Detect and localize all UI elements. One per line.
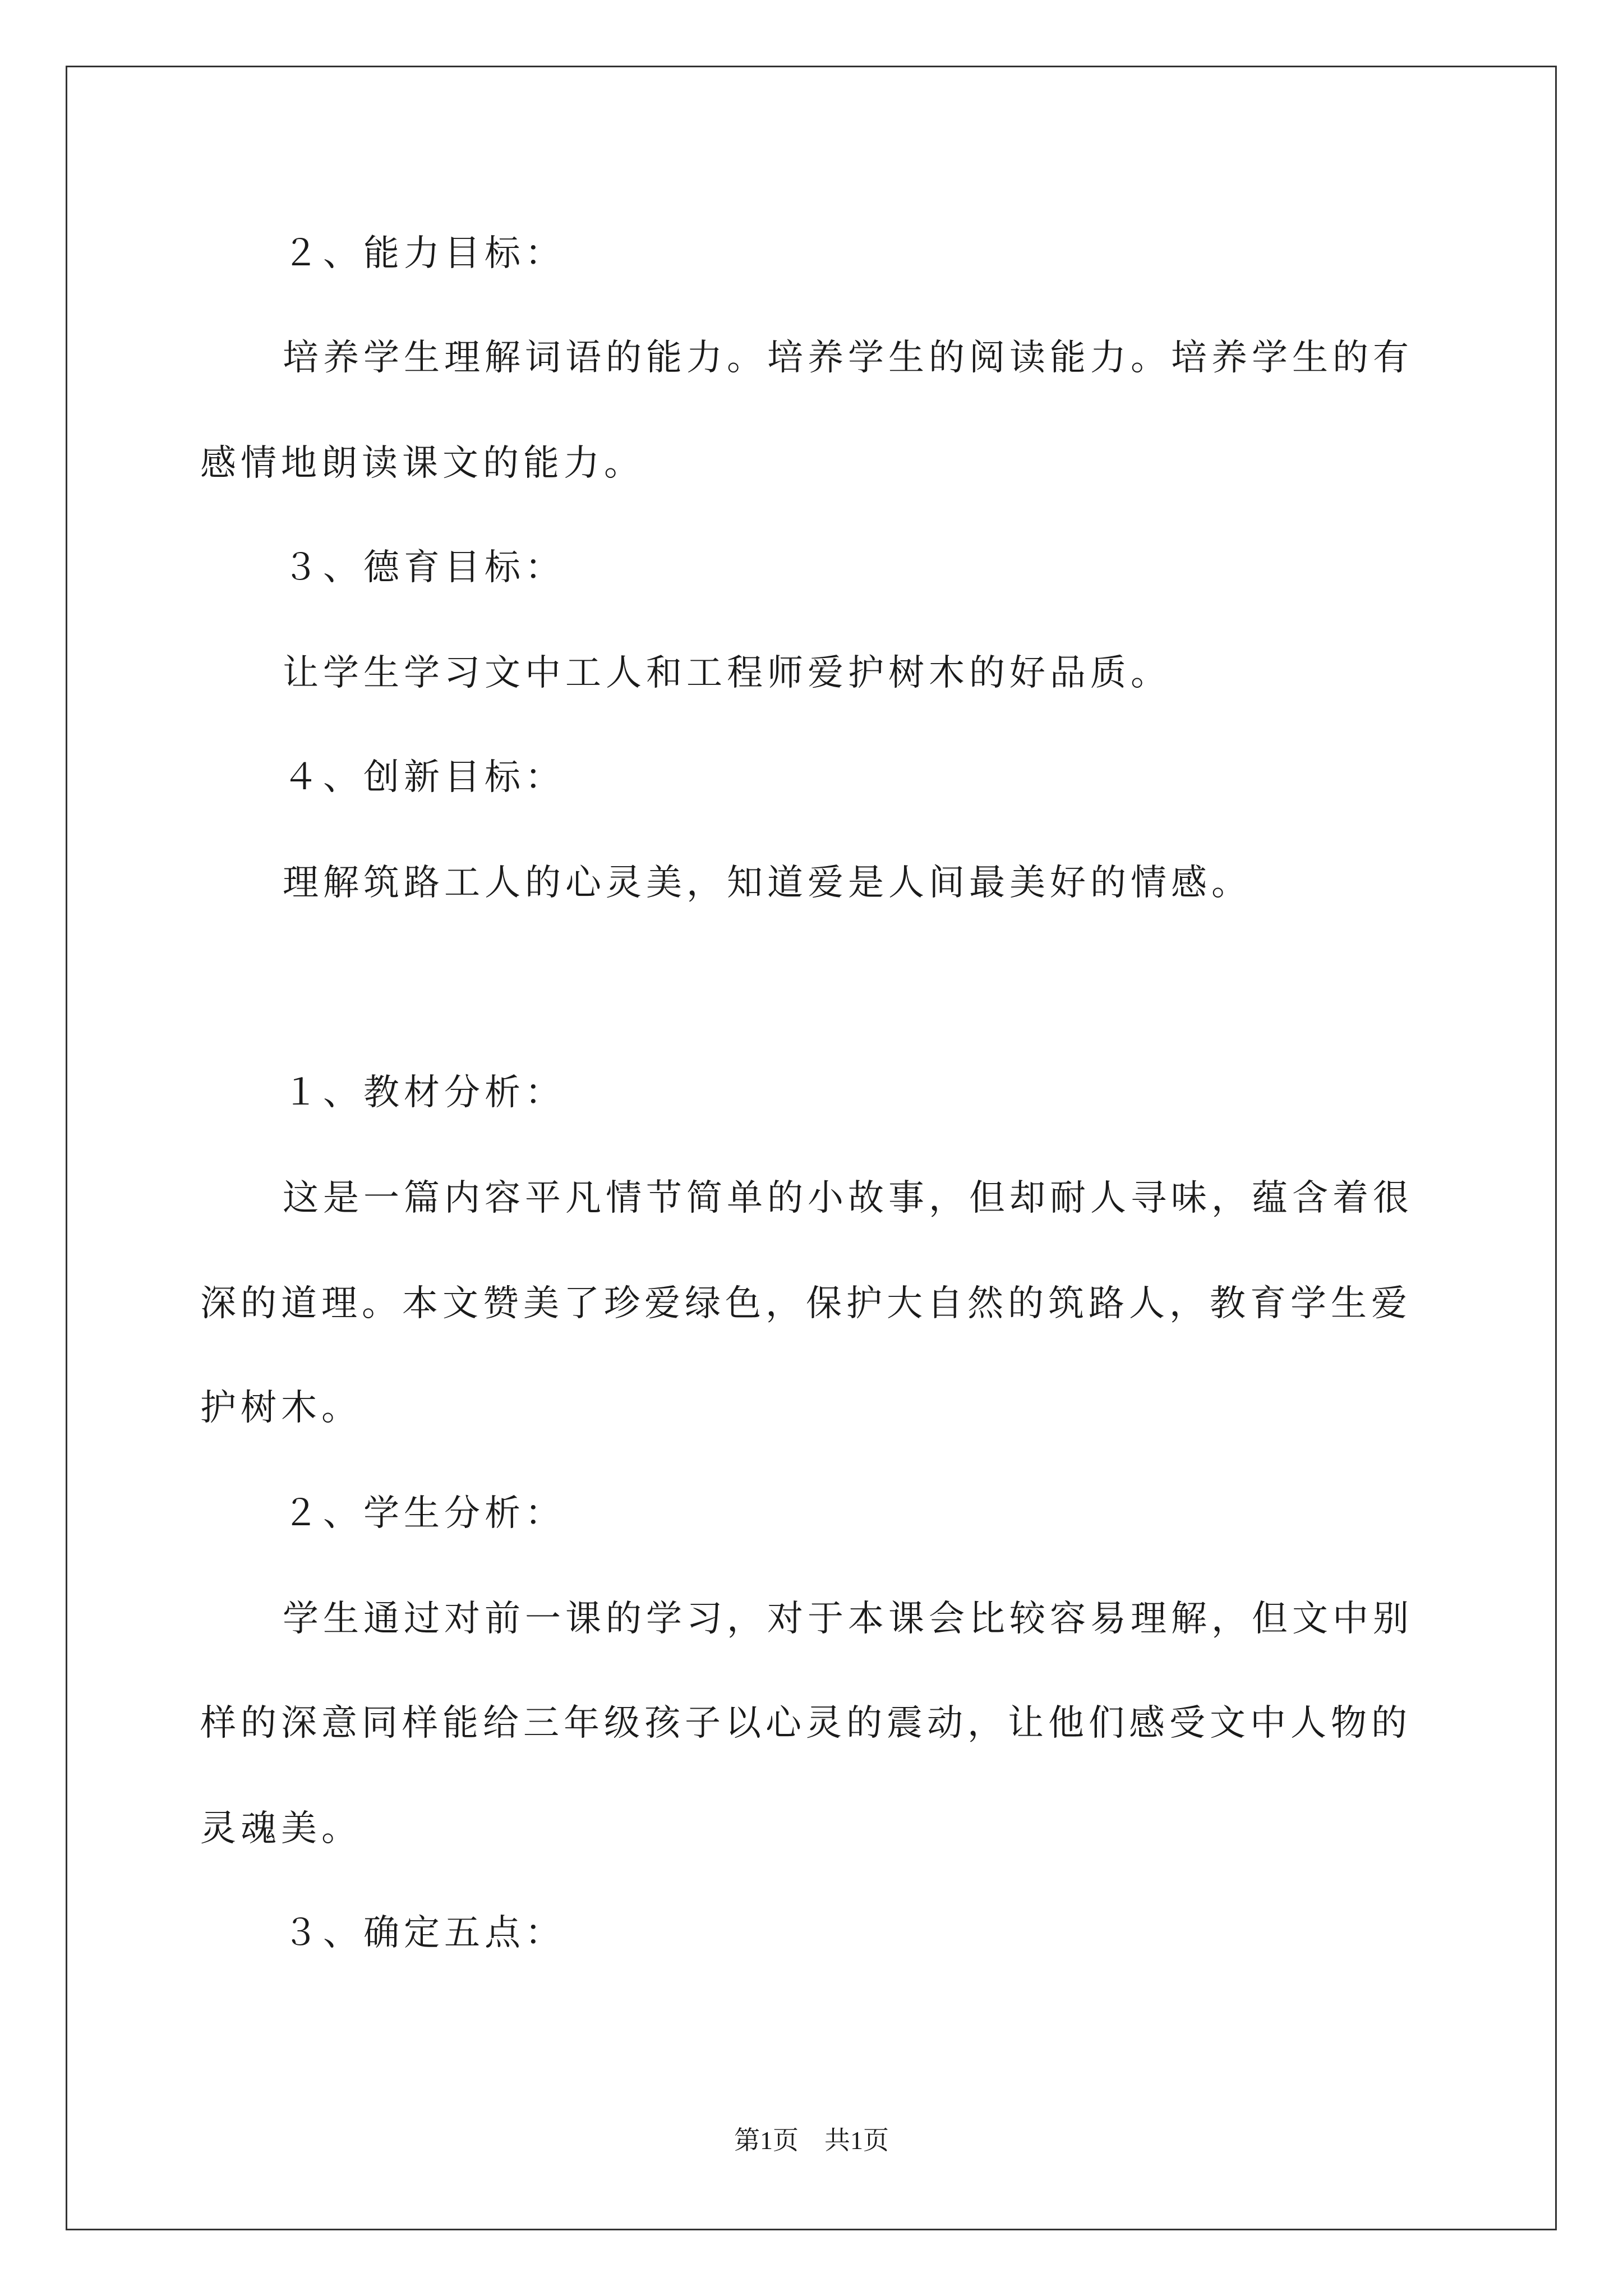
textbook-analysis-heading: １、教材分析： (283, 1072, 565, 1114)
ability-goal-heading: ２、能力目标： (283, 233, 565, 274)
innovation-goal-text-line-1: 理解筑路工人的心灵美，知道爱是人间最美好的情感。 (283, 862, 1252, 904)
ability-goal-text-line-2: 感情地朗读课文的能力。 (200, 443, 644, 484)
student-analysis-text-line-2: 样的深意同样能给三年级孩子以心灵的震动，让他们感受文中人物的 (200, 1703, 1412, 1744)
student-analysis-heading: ２、学生分析： (283, 1493, 565, 1534)
moral-goal-heading: ３、德育目标： (283, 547, 565, 588)
five-points-heading: ３、确定五点： (283, 1912, 565, 1954)
ability-goal-text-line-1: 培养学生理解词语的能力。培养学生的阅读能力。培养学生的有 (283, 337, 1413, 379)
page-footer: 第1页 共1页 (734, 2126, 889, 2155)
moral-goal-text-line-1: 让学生学习文中工人和工程师爱护树木的好品质。 (283, 652, 1171, 694)
page-border (66, 66, 1557, 2230)
textbook-analysis-text-line-2: 深的道理。本文赞美了珍爱绿色，保护大自然的筑路人，教育学生爱 (200, 1283, 1412, 1324)
textbook-analysis-text-line-1: 这是一篇内容平凡情节简单的小故事，但却耐人寻味，蕴含着很 (283, 1177, 1413, 1219)
student-analysis-text-line-3: 灵魂美。 (200, 1808, 362, 1849)
student-analysis-text-line-1: 学生通过对前一课的学习，对于本课会比较容易理解，但文中别 (283, 1598, 1413, 1640)
innovation-goal-heading: ４、创新目标： (283, 757, 565, 798)
textbook-analysis-text-line-3: 护树木。 (200, 1387, 362, 1429)
